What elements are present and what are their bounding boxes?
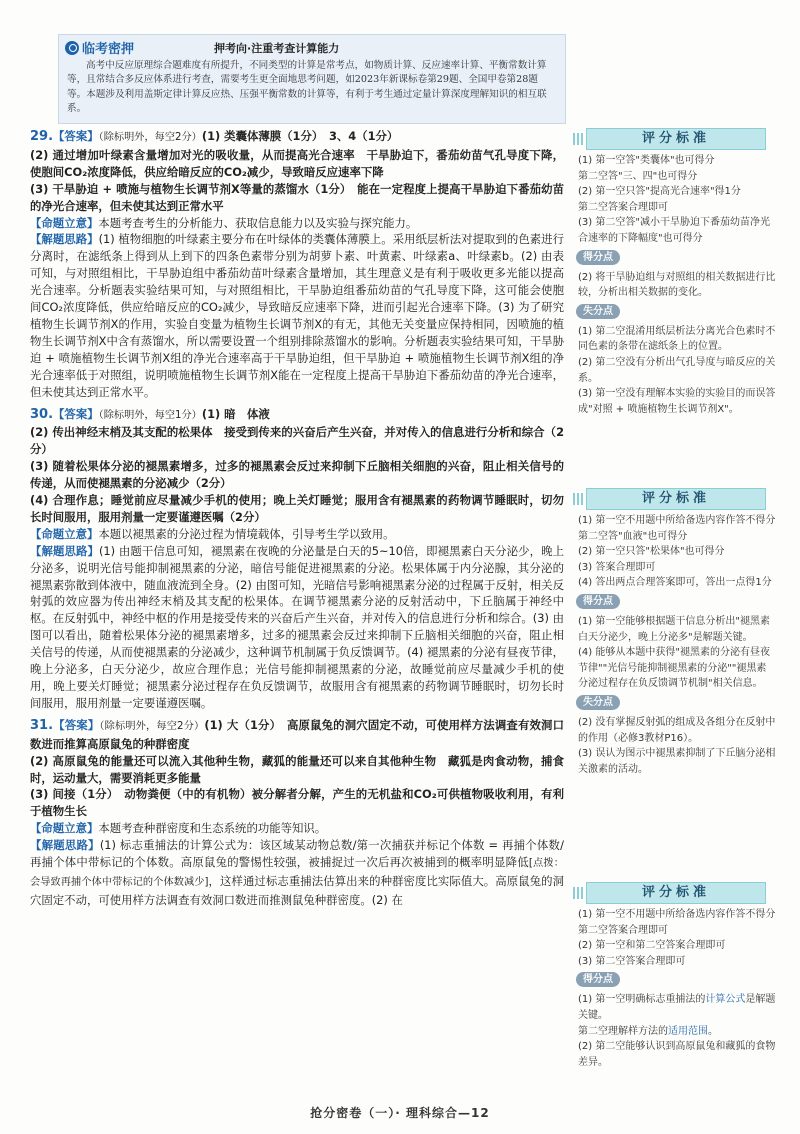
page-footer-label: 抢分密卷（一）· 理科综合—12 — [310, 1106, 490, 1120]
q30-answer-line — [30, 406, 564, 425]
scoring-panel-30-get-badge: 得分点 — [576, 594, 620, 609]
q30-answer-1: (1) 暗 体液 — [201, 406, 270, 421]
q31-solution-hint: [点拨：会导致再捕个体中带标记的个体数减少] — [30, 858, 564, 888]
q30-number: 30. — [30, 406, 54, 422]
q29-intent-tag: 【命题立意】 — [30, 215, 99, 230]
q30-intent — [30, 526, 564, 543]
q31-solution — [30, 837, 564, 909]
q29-answer-1b: 3、4（1分） — [328, 129, 399, 143]
scoring-panel-31-get-a: (1) 第一空明确标志重捕法的 — [578, 994, 706, 1006]
scoring-panel-29-lose-badge: 失分点 — [576, 304, 620, 319]
exam-tip-badge — [65, 38, 134, 57]
scoring-panel-30-title: 评分标准 — [586, 488, 766, 510]
scoring-panel-29-lose-text: (1) 第二空混淆用纸层析法分离光合色素时不同色素的条带在滤纸条上的位置。 (2) 第二空没有分析出气孔导度与暗反应的关系。 (3) 第一空没有理解本实验的实验目的而误答成"对照 + 喷施植物生长调节剂X"。 — [578, 325, 776, 415]
q31-answer-3: (3) 间接（1分） 动物粪便（中的有机物）被分解者分解，产生的无机盐和CO₂可供植物吸收利用，有利于植物生长 — [30, 787, 564, 819]
q29-number: 29. — [30, 129, 54, 144]
scoring-panel-30-standard: (1) 第一空不用题中所给备选内容作答不得分 第二空答"血液"也可得分 (2) 第一空只答"松果体"也可得分 (3) 答案合理即可 (4) 答出两点合理答案即可，答出一点得1分 — [578, 515, 776, 589]
q29-solution-text: (1) 植物细胞的叶绿素主要分布在叶绿体的类囊体薄膜上。采用纸层析法对提取到的色素进行分离时，在滤纸条上得到从上到下的四条色素带分别为胡萝卜素、叶黄素、叶绿素a、叶绿素b。(2) 由表可知，与对照组相比，干旱胁迫组中番茄幼苗叶绿素含量增加，其生理意义是有利于吸收更多光能以提高光合速率。分析题表实验结果可知，与对照组相比，干旱胁迫组番茄幼苗的气孔导度下降，这可能会使胞间CO₂浓度降低，供应给暗反应的CO₂减少，导致暗反应速率下降，进而引起光合速率下降。(3) 为了研究植物生长调节剂X的作用，实验自变量为植物生长调节剂X的有无，其他无关变量应保持相同，因喷施的植物生长调节剂X中含有蒸馏水，所以需要设置一个组别排除蒸馏水的影响。分析题表实验结果可知，干旱胁迫 + 喷施植物生长调节剂X组的净光合速率高于干旱胁迫组，但干旱胁迫 + 喷施植物生长调节剂X组的净光合速率低于对照组，说明喷施植物生长调节剂X能在一定程度上提高干旱胁迫下番茄幼苗的净光合速率，但未使其达到正常水平。 — [30, 232, 564, 399]
scoring-panel-30-lose-text: (2) 没有掌握反射弧的组成及各组分在反射中的作用（必修3教材P16）。 (3) 误认为图示中褪黑素抑制了下丘脑分泌相关激素的活动。 — [578, 716, 776, 775]
q29-answer-line — [30, 128, 564, 147]
scoring-panel-29-get-text: (2) 将干旱胁迫组与对照组的相关数据进行比较，分析出相关数据的变化。 — [578, 271, 776, 299]
q31-intent-tag: 【命题立意】 — [30, 821, 99, 836]
q29-intent-text: 本题考查考生的分析能力、获取信息能力以及实验与探究能力。 — [98, 215, 418, 230]
q30-solution-tag: 【解题思路】 — [30, 543, 99, 558]
q31-answer-tag: 【答案】 — [53, 717, 100, 732]
q30-solution-text: (1) 由题干信息可知，褪黑素在夜晚的分泌量是白天的5~10倍，即褪黑素白天分泌少，晚上分泌多，说明光信号能抑制褪黑素的分泌，暗信号能促进褪黑素的分泌。松果体属于内分泌腺，其分泌的褪黑素弥散到体液中，随血液流到全身。(2) 由图可知，光暗信号影响褪黑素分泌的过程属于反射，相关反射弧的效应器为传出神经末梢及其支配的松果体。在调节褪黑素分泌的反射活动中，下丘脑属于神经中枢。在反射弧中，神经中枢的作用是接受传来的兴奋后产生兴奋，并对传入的信息进行分析和综合。(3) 由图可以看出，随着松果体分泌的褪黑素增多，过多的褪黑素会反过来抑制下丘脑相关细胞的兴奋，阻止相关信号的传递，从而使褪黑素的分泌减少，这种调节机制属于负反馈调节。(4) 褪黑素的分泌有昼夜节律，晚上分泌多，白天分泌少，故应合理作息；光信号能抑制褪黑素的分泌，故睡觉前应尽量减少手机的使用，晚上要关灯睡觉；褪黑素分泌过程存在负反馈调节，故服用含有褪黑素的药物调节睡眠时，切勿长时间服用，服用剂量一定要谨遵医嘱。 — [30, 543, 564, 710]
scoring-panel-29-standard: (1) 第一空答"类囊体"也可得分 第二空答"三、四"也可得分 (2) 第一空只答"提高光合速率"得1分 第二空答案合理即可 (3) 第二空答"减小干旱胁迫下番茄幼苗净光合速率的下降幅度"也可得分 — [578, 155, 770, 244]
scoring-panel-29-get-badge: 得分点 — [576, 250, 620, 265]
q30-intent-tag: 【命题立意】 — [30, 526, 99, 541]
q31-intent — [30, 820, 564, 837]
q29-answer-3: (3) 干旱胁迫 + 喷施与植物生长调节剂X等量的蒸馏水（1分） 能在一定程度上提高干旱胁迫下番茄幼苗的净光合速率，但未使其达到正常水平 — [30, 181, 564, 213]
scoring-panel-31-get-hl2: 适用范围 — [668, 1025, 708, 1037]
q30-answer-2: (2) 传出神经末梢及其支配的松果体 接受到传来的兴奋后产生兴奋，并对传入的信息进行分析和综合（2分） — [30, 425, 564, 457]
scoring-panel-29-title: 评分标准 — [586, 128, 766, 150]
scoring-panel-30 — [572, 488, 780, 777]
q29-solution-tag: 【解题思路】 — [30, 232, 99, 247]
scoring-panel-31-title: 评分标准 — [586, 882, 766, 904]
q31-solution-text-a: (1) 标志重捕法的计算公式为：该区域某动物总数/第一次捕获并标记个体数 = 再捕个体数/再捕个体中带标记的个体数。高原鼠兔的警惕性较强，被捕捉过一次后再次被捕到的概率明显降低 — [30, 838, 564, 870]
q31-answer-line — [30, 717, 564, 753]
page-footer — [0, 1104, 800, 1121]
scoring-panel-31-get-b: 是解题关键。 第二空理解样方法的 — [578, 994, 776, 1037]
q31-intent-text: 本题考查种群密度和生态系统的功能等知识。 — [98, 821, 327, 836]
scoring-panel-31-standard: (1) 第一空不用题中所给备选内容作答不得分 第二空答案合理即可 (2) 第一空和第二空答案合理即可 (3) 第二空答案合理即可 — [578, 909, 776, 967]
q30-answer-tag: 【答案】 — [53, 406, 99, 421]
q31-answer-1: (1) 大（1分） 高原鼠兔的洞穴固定不动，可使用样方法调查有效洞口数进而推算高原鼠兔的种群密度 — [30, 717, 564, 751]
scoring-panel-29 — [572, 128, 780, 417]
answer-column — [30, 128, 564, 909]
q29-solution — [30, 231, 564, 400]
q30-answer-3: (3) 随着松果体分泌的褪黑素增多，过多的褪黑素会反过来抑制下丘脑相关细胞的兴奋，阻止相关信号的传递，从而使褪黑素的分泌减少（2分） — [30, 459, 564, 491]
q29-intent — [30, 215, 564, 232]
scoring-panel-31-get-text — [572, 989, 780, 1070]
q31-number: 31. — [30, 717, 54, 733]
q31-solution-text-b: ，这样通过标志重捕法估算出来的种群密度比实际值大。高原鼠兔的洞穴固定不动，可使用样方法调查有效洞口数进而推测鼠兔种群密度。(2) 在 — [30, 873, 564, 907]
scoring-panel-31 — [572, 882, 780, 1070]
scoring-panel-31-get-badge: 得分点 — [576, 972, 620, 987]
q31-solution-tag: 【解题思路】 — [30, 838, 100, 853]
q30-score-note: （除标明外，每空1分） — [98, 409, 202, 421]
scoring-panel-30-get-text: (1) 第一空能够根据题干信息分析出"褪黑素白天分泌少，晚上分泌多"是解题关键。 (4) 能够从本题中获得"褪黑素的分泌有昼夜节律""光信号能抑制褪黑素的分泌""褪黑素分泌过程存在负反馈调节机制"相关信息。 — [578, 615, 770, 690]
exam-tip-header — [59, 35, 565, 57]
q29-answer-1a: (1) 类囊体薄膜（1分） — [201, 129, 318, 143]
q30-solution — [30, 543, 564, 712]
scoring-panel-30-lose-badge: 失分点 — [576, 695, 620, 710]
q29-answer-2: (2) 通过增加叶绿素含量增加对光的吸收量，从而提高光合速率 干旱胁迫下，番茄幼苗气孔导度下降，使胞间CO₂浓度降低，供应给暗反应的CO₂减少，导致暗反应速率下降 — [30, 147, 564, 179]
exam-tip-box — [58, 34, 566, 124]
q31-answer-2: (2) 高原鼠兔的能量还可以流入其他种生物，藏狐的能量还可以来自其他种生物 藏狐是肉食动物，捕食时，运动量大，需要消耗更多能量 — [30, 753, 564, 785]
lock-icon — [65, 41, 79, 55]
q31-score-note: （除标明外，每空2分） — [99, 720, 205, 732]
exam-tip-title: 押考向·注重考查计算能力 — [214, 41, 340, 55]
q30-intent-text: 本题以褪黑素的分泌过程为情境载体，引导考生学以致用。 — [98, 526, 395, 541]
q30-answer-4: (4) 合理作息；睡觉前应尽量减少手机的使用；晚上关灯睡觉；服用含有褪黑素的药物调节睡眠时，切勿长时间服用，服用剂量一定要谨遵医嘱（2分） — [30, 493, 564, 524]
scoring-panel-31-get-hl1: 计算公式 — [705, 994, 746, 1006]
q29-answer-tag: 【答案】 — [53, 129, 99, 143]
q29-score-note: （除标明外，每空2分） — [98, 132, 202, 143]
scoring-panel-31-get-c: 。 (2) 第二空能够认识到高原鼠兔和藏狐的食物差异。 — [578, 1025, 776, 1068]
exam-tip-badge-label: 临考密押 — [82, 42, 135, 57]
exam-tip-body: 高考中反应原理综合题难度有所提升，不同类型的计算是常考点，如物质计算、反应速率计算、平衡常数计算等，且常结合多反应体系进行考查，需要考生更全面地思考问题，如2023年新课标卷第29题、全国甲卷第28题等。本题涉及利用盖斯定律计算反应热、压强平衡常数的计算等，有利于考生通过定量计算深度理解知识的相互联系。 — [67, 60, 547, 115]
